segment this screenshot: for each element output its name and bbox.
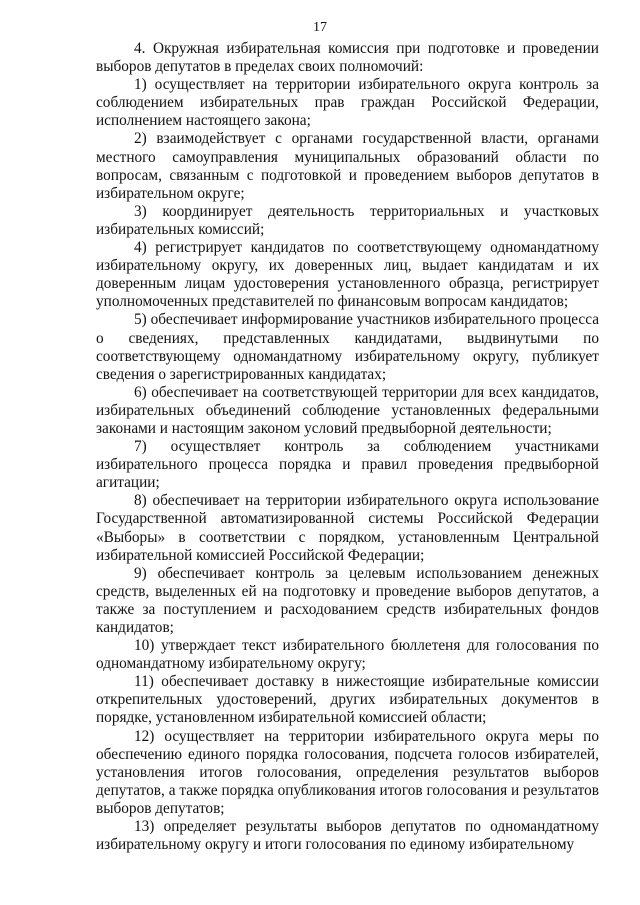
paragraph-item-7: 7) осуществляет контроль за соблюдением участниками избирательного процесса порядка и правил проведения предвыборной агитации; [96,438,599,492]
paragraph-item-5: 5) обеспечивает информирование участников избирательного процесса о сведениях, представленных кандидатами, выдвинутыми по соответствующему одномандатному избирательному округу, публикует сведения о зарегистрированных кандидатах; [96,311,599,383]
paragraph-item-11: 11) обеспечивает доставку в нижестоящие избирательные комиссии открепительных удостоверений, других избирательных документов в порядке, установленном избирательной комиссией области; [96,673,599,727]
document-body [96,40,599,854]
paragraph-item-1: 1) осуществляет на территории избирательного округа контроль за соблюдением избирательных прав граждан Российской Федерации, исполнением настоящего закона; [96,76,599,130]
paragraph-item-10: 10) утверждает текст избирательного бюллетеня для голосования по одномандатному избирательному округу; [96,637,599,673]
paragraph-item-9: 9) обеспечивает контроль за целевым использованием денежных средств, выделенных ей на подготовку и проведение выборов депутатов, а также за поступлением и расходованием средств избирательных фондов кандидатов; [96,564,599,636]
paragraph-item-13: 13) определяет результаты выборов депутатов по одномандатному избирательному округу и итоги голосования по единому избирательному [96,818,599,854]
paragraph-item-8: 8) обеспечивает на территории избирательного округа использование Государственной автоматизированной системы Российской Федерации «Выборы» в соответствии с порядком, установленным Центральной избирательной комиссией Российской Федерации; [96,492,599,564]
paragraph-item-12: 12) осуществляет на территории избирательного округа меры по обеспечению единого порядка голосования, подсчета голосов избирателей, установления итогов голосования, определения результатов выборов депутатов, а также порядка опубликования итогов голосования и результатов выборов депутатов; [96,727,599,817]
paragraph-item-3: 3) координирует деятельность территориальных и участковых избирательных комиссий; [96,202,599,238]
paragraph-intro: 4. Окружная избирательная комиссия при подготовке и проведении выборов депутатов в пределах своих полномочий: [96,40,599,76]
paragraph-item-2: 2) взаимодействует с органами государственной власти, органами местного самоуправления муниципальных образований области по вопросам, связанным с подготовкой и проведением выборов депутатов в избирательном округе; [96,130,599,202]
paragraph-item-4: 4) регистрирует кандидатов по соответствующему одномандатному избирательному округу, их доверенных лиц, выдает кандидатам и их доверенным лицам удостоверения установленного образца, регистрирует уполномоченных представителей по финансовым вопросам кандидатов; [96,239,599,311]
page-number: 17 [313,20,327,35]
paragraph-item-6: 6) обеспечивает на соответствующей территории для всех кандидатов, избирательных объединений соблюдение установленных федеральными законами и настоящим законом условий предвыборной деятельности; [96,383,599,437]
